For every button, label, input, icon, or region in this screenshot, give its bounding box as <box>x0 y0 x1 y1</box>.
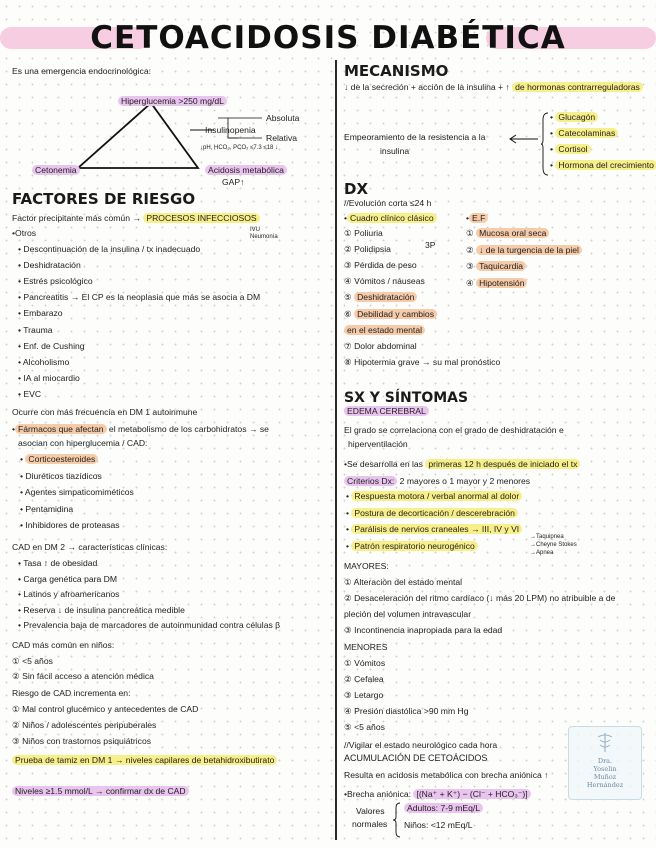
dx-symptom: en el estado mental <box>344 325 425 336</box>
hormone-item: • Cortisol <box>550 144 591 155</box>
edema-heading: EDEMA CEREBRAL <box>344 406 429 417</box>
menor-item: ③ Letargo <box>344 690 384 700</box>
factor-item: • Enf. de Cushing <box>18 340 85 351</box>
vigilar-line: //Vigilar el estado neurológico cada hora <box>344 740 498 750</box>
menor-item: ④ Presión diastólica >90 mm Hg <box>344 706 469 716</box>
ninos-item: ① <5 años <box>12 656 53 666</box>
drug-item: • Diuréticos tiazídicos <box>20 470 102 481</box>
drug-item: • Agentes simpaticomiméticos <box>20 487 134 497</box>
absoluta-label: Absoluta <box>266 113 300 123</box>
empeoramiento-line: Empeoramiento de la resistencia a la <box>344 132 486 142</box>
column-divider <box>335 60 337 840</box>
menor-item: ⑤ <5 años <box>344 722 385 732</box>
criterio-item: • Patrón respiratorio neurogénico <box>346 541 478 552</box>
dx-symptom: ⑥ Debilidad y cambios <box>344 309 437 320</box>
factores-heading: FACTORES DE RIESGO <box>12 190 196 208</box>
precip-note-ivu: IVU <box>250 227 261 233</box>
author-watermark: Dra. Yoselin Muñoz Hernández <box>568 726 642 800</box>
precip-note-neumonia: Neumonía <box>250 234 278 240</box>
factor-item: • Pancreatitis → El CP es la neoplasia que más se asocia a DM <box>18 292 261 303</box>
hormone-item: • Hormona del crecimiento <box>550 160 656 171</box>
intro-text: Es una emergencia endocrinológica: <box>12 66 152 76</box>
dx-symptom: ④ Vómitos / náuseas <box>344 276 425 287</box>
criterio-item: • Respuesta motora / verbal anormal al dolor <box>346 491 522 502</box>
dm2-item: • Prevalencia baja de marcadores de autoinmunidad contra células β <box>18 620 281 630</box>
dx-sign: ④ Hipotensión <box>466 278 527 289</box>
factor-item: • IA al miocardio <box>18 372 80 383</box>
menor-item: ② Cefalea <box>344 674 384 684</box>
ninos-line: CAD más común en niños: <box>12 640 115 650</box>
dx-sign: ① Mucosa oral seca <box>466 228 549 239</box>
factor-item: • Descontinuación de la insulina / tx inadecuado <box>18 244 201 254</box>
triangle-shape <box>78 103 198 168</box>
dx-heading: DX <box>344 180 369 198</box>
ph-note: ↓pH, HCO₃, PCO₂ ≤7.3 ≤18 ↓ <box>200 145 279 151</box>
menores-label: MENORES <box>344 642 388 652</box>
evolucion-line: //Evolución corta ≤24 h <box>344 198 432 208</box>
patron-note: →Taquipnea <box>530 534 564 540</box>
riesgo-line: Riesgo de CAD incrementa en: <box>12 688 131 698</box>
factor-item: • Estrés psicológico <box>18 276 93 287</box>
gap-label: GAP↑ <box>222 177 245 187</box>
dx-symptom: ⑤ Deshidratación <box>344 292 417 303</box>
sx-heading: SX Y SÍNTOMAS <box>344 390 469 406</box>
otros-label: •Otros <box>12 228 37 238</box>
mayor-item: ③ Incontinencia inapropiada para la edad <box>344 625 503 635</box>
farmacos-line: • Fármacos que afectan el metabolismo de los carbohidratos → se <box>12 424 269 434</box>
dx-symptom: ⑧ Hipotermia grave → su mal pronóstico <box>344 356 501 367</box>
factor-item: • EVC <box>18 388 42 399</box>
dm1-note: Ocurre con más frecuencia en DM 1 autoinmune <box>12 407 198 417</box>
grado-line: El grado se correlaciona con el grado de deshidratación e <box>344 425 564 435</box>
factor-item: • Alcoholismo <box>18 356 70 367</box>
empeoramiento-line-2: insulina <box>380 146 410 156</box>
riesgo-item: ② Niños / adolescentes peripuberales <box>12 720 157 730</box>
mayor-item: ② Desaceleración del ritmo cardíaco (↓ más 20 LPM) no atribuible a de <box>344 593 616 603</box>
drug-item: • Inhibidores de proteasas <box>20 520 120 530</box>
drug-item: • Corticoesteroides <box>20 454 98 465</box>
prueba-line: Prueba de tamiz en DM 1 → niveles capilares de betahidroxibutirato <box>12 755 277 766</box>
factor-item: • Embarazo <box>18 308 63 319</box>
dx-sign: ③ Taquicardia <box>466 261 526 272</box>
criterio-item: • Parálisis de nervios craneales → III, IV y VI <box>346 524 522 535</box>
menor-item: ① Vómitos <box>344 658 386 668</box>
patron-note: →Cheyne Stokes <box>530 542 577 548</box>
precipitante-highlight: PROCESOS INFECCIOSOS <box>143 213 259 223</box>
ninos-valores-line: Niños: <12 mEq/L <box>404 820 473 830</box>
criterios-line: Criterios Dx: 2 mayores o 1 mayor y 2 menores <box>344 476 530 487</box>
adultos-line: Adultos: 7-9 mEq/L <box>404 803 483 814</box>
mecanismo-line: ↓ de la secreción + acción de la insulina + ↑ de hormonas contrarreguladoras <box>344 82 643 93</box>
left-arrow-icon <box>508 134 540 144</box>
factor-item: • Trauma <box>18 324 53 335</box>
brecha-line: •Brecha aniónica: [(Na⁺ + K⁺) − (Cl⁻ + HCO₃⁻)] <box>344 789 531 800</box>
tres-p-label: 3P <box>425 240 436 250</box>
mayores-label: MAYORES: <box>344 561 389 571</box>
resulta-line: Resulta en acidosis metabólica con brecha aniónica ↑ <box>344 770 549 780</box>
riesgo-item: ③ Niños con trastornos psiquiátricos <box>12 736 152 746</box>
page-title: CETOACIDOSIS DIABÉTICA <box>90 20 566 56</box>
riesgo-item: ① Mal control glucémico y antecedentes de CAD <box>12 704 199 714</box>
grado-line-2: hiperventilación <box>348 439 408 449</box>
farmacos-line-2: asocian con hiperglucemia / CAD: <box>18 438 148 448</box>
precipitante-line: Factor precipitante más común → PROCESOS INFECCIOSOS <box>12 213 260 224</box>
dx-symptom: ⑦ Dolor abdominal <box>344 340 417 351</box>
dm2-item: • Tasa ↑ de obesidad <box>18 558 98 568</box>
caduceus-logo-icon <box>592 731 618 753</box>
dm2-line: CAD en DM 2 → características clínicas: <box>12 542 168 552</box>
mayor-item: pleción del volumen intravascular <box>344 609 472 619</box>
triangle-right-label: Acidosis metabólica <box>205 165 287 176</box>
dx-symptom: ② Polidipsia <box>344 244 391 255</box>
desarrolla-line: •Se desarrolla en las primeras 12 h después de iniciado el tx <box>344 459 580 470</box>
valores-brace <box>393 802 401 838</box>
dm2-item: • Reserva ↓ de insulina pancreática medible <box>18 604 185 615</box>
mecanismo-heading: MECANISMO <box>344 62 449 80</box>
hormones-brace <box>541 112 549 176</box>
dx-sign: ② ↓ de la turgencia de la piel <box>466 245 582 256</box>
dm2-item: • Latinos y afroamericanos <box>18 589 120 599</box>
ninos-item: ② Sin fácil acceso a atención médica <box>12 671 154 681</box>
hormone-item: • Catecolaminas <box>550 128 618 139</box>
dx-symptom: ① Poliuria <box>344 228 383 238</box>
drug-item: • Pentamidina <box>20 503 74 514</box>
dx-symptom: ③ Pérdida de peso <box>344 260 417 271</box>
criterio-item: • Postura de decorticación / descerebración <box>346 508 518 519</box>
normales-label: normales <box>352 819 388 829</box>
insulinopenia-label: Insulinopenia <box>205 125 256 135</box>
patron-note: →Apnea <box>530 550 554 556</box>
factor-item: • Deshidratación <box>18 260 81 271</box>
triangle-top-label: Hiperglucemia >250 mg/dL <box>118 96 227 107</box>
ep-line: • E.F <box>466 213 488 224</box>
relativa-label: Relativa <box>266 133 298 143</box>
dm2-item: • Carga genética para DM <box>18 573 118 584</box>
niveles-line: Niveles ≥1.5 mmol/L → confirmar dx de CAD <box>12 786 189 797</box>
mayor-item: ① Alteración del estado mental <box>344 577 463 587</box>
hormone-item: • Glucagón <box>550 112 598 123</box>
acumulacion-heading: ACUMULACIÓN DE CETOÁCIDOS <box>344 753 488 763</box>
valores-label: Valores <box>356 806 385 816</box>
cuadro-line: • Cuadro clínico clásico <box>344 213 437 224</box>
triangle-left-label: Cetonemia <box>32 165 80 176</box>
